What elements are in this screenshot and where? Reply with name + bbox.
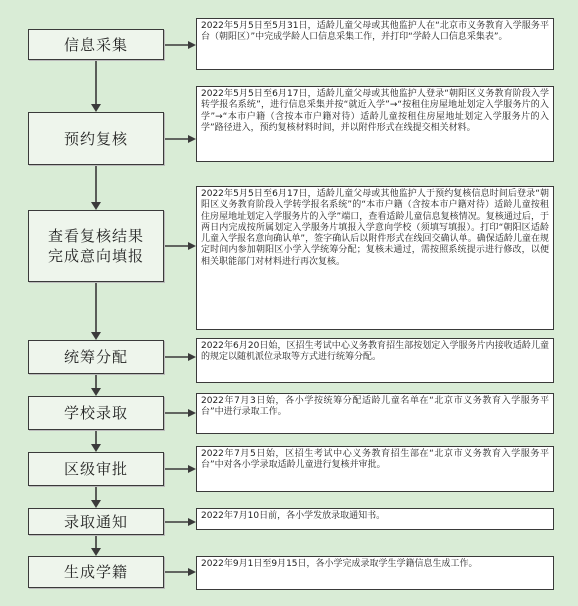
arrow-right-icon: [188, 465, 196, 473]
step-info-collection: [28, 29, 164, 60]
arrow-down-icon: [91, 548, 101, 556]
step-generate-student-record: [28, 556, 164, 588]
arrow-down-icon: [91, 444, 101, 452]
arrow-down-icon: [91, 104, 101, 112]
step-description-school-admission: 2022年7月3日始，各小学按统筹分配适龄儿童名单在“北京市义务教育入学服务平台”中进行录取工作。: [196, 393, 554, 434]
step-admission-notice: [28, 508, 164, 535]
arrow-right-icon: [188, 41, 196, 49]
step-description-overall-allocation: 2022年6月20日始，区招生考试中心义务教育招生部按划定入学服务片内接收适龄儿童的规定以随机派位录取等方式进行统筹分配。: [196, 338, 554, 383]
step-label: 预约复核: [63, 129, 128, 148]
step-description-generate-student-record: 2022年9月1日至9月15日，各小学完成录取学生学籍信息生成工作。: [196, 556, 554, 590]
step-description-view-result-intention: 2022年5月5日至6月17日，适龄儿童父母或其他监护人于预约复核信息时间后登录“朝阳区义务教育阶段入学转学报名系统”的“本市户籍（含按本市户籍对待）适龄儿童按租住房屋地址划定入学服务片的入学”端口，查看适龄儿童信息复核情况。复核通过后，于两日内完成按所属划定入学服务片填报入学意向学校（须填写填报）。打印“朝阳区适龄儿童入学报名意向确认单”，签字确认后以附件形式在线回交确认单。确保适龄儿童在规定时间内参加朝阳区小学入学统筹分配；复核未通过，需按照系统提示进行修改，以便相关职能部门对材料进行再次复核。: [196, 186, 554, 330]
step-description-admission-notice: 2022年7月10日前，各小学发放录取通知书。: [196, 508, 554, 530]
step-label: 统筹分配: [63, 348, 128, 366]
step-description-appointment-review: 2022年5月5日至6月17日，适龄儿童父母或其他监护人登录“朝阳区义务教育阶段入学转学报名系统”，进行信息采集并按“就近入学”→“按租住房屋地址划定入学服务片的入学”→“本市户籍（含按本市户籍对待）适龄儿童按租住房屋地址划定入学服务片的入学”路径进入，预约复核材料时间，并以附件形式在线提交相关材料。: [196, 86, 554, 162]
step-appointment-review: [28, 112, 164, 165]
arrow-down-icon: [91, 332, 101, 340]
step-view-result-intention: [28, 210, 164, 282]
step-label: 录取通知: [63, 512, 128, 531]
arrow-down-icon: [91, 202, 101, 210]
arrow-right-icon: [188, 568, 196, 576]
step-label: 学校录取: [63, 404, 128, 422]
step-label: 信息采集: [63, 35, 128, 54]
step-description-info-collection: 2022年5月5日至5月31日，适龄儿童父母或其他监护人在“北京市义务教育入学服务平台（朝阳区）”中完成学龄人口信息采集工作，并打印“学龄人口信息采集表”。: [196, 18, 554, 70]
arrow-right-icon: [188, 409, 196, 417]
arrow-down-icon: [91, 388, 101, 396]
step-label: 查看复核结果 完成意向填报: [47, 227, 144, 265]
step-label: 生成学籍: [63, 563, 128, 581]
step-label: 区级审批: [63, 460, 128, 478]
step-overall-allocation: [28, 340, 164, 374]
arrow-right-icon: [188, 242, 196, 250]
arrow-right-icon: [188, 353, 196, 361]
step-district-approval: [28, 452, 164, 486]
step-description-district-approval: 2022年7月5日始，区招生考试中心义务教育招生部在“北京市义务教育入学服务平台”中对各小学录取适龄儿童进行复核并审批。: [196, 446, 554, 492]
arrow-right-icon: [188, 135, 196, 143]
arrow-down-icon: [91, 500, 101, 508]
step-school-admission: [28, 396, 164, 430]
arrow-right-icon: [188, 518, 196, 526]
